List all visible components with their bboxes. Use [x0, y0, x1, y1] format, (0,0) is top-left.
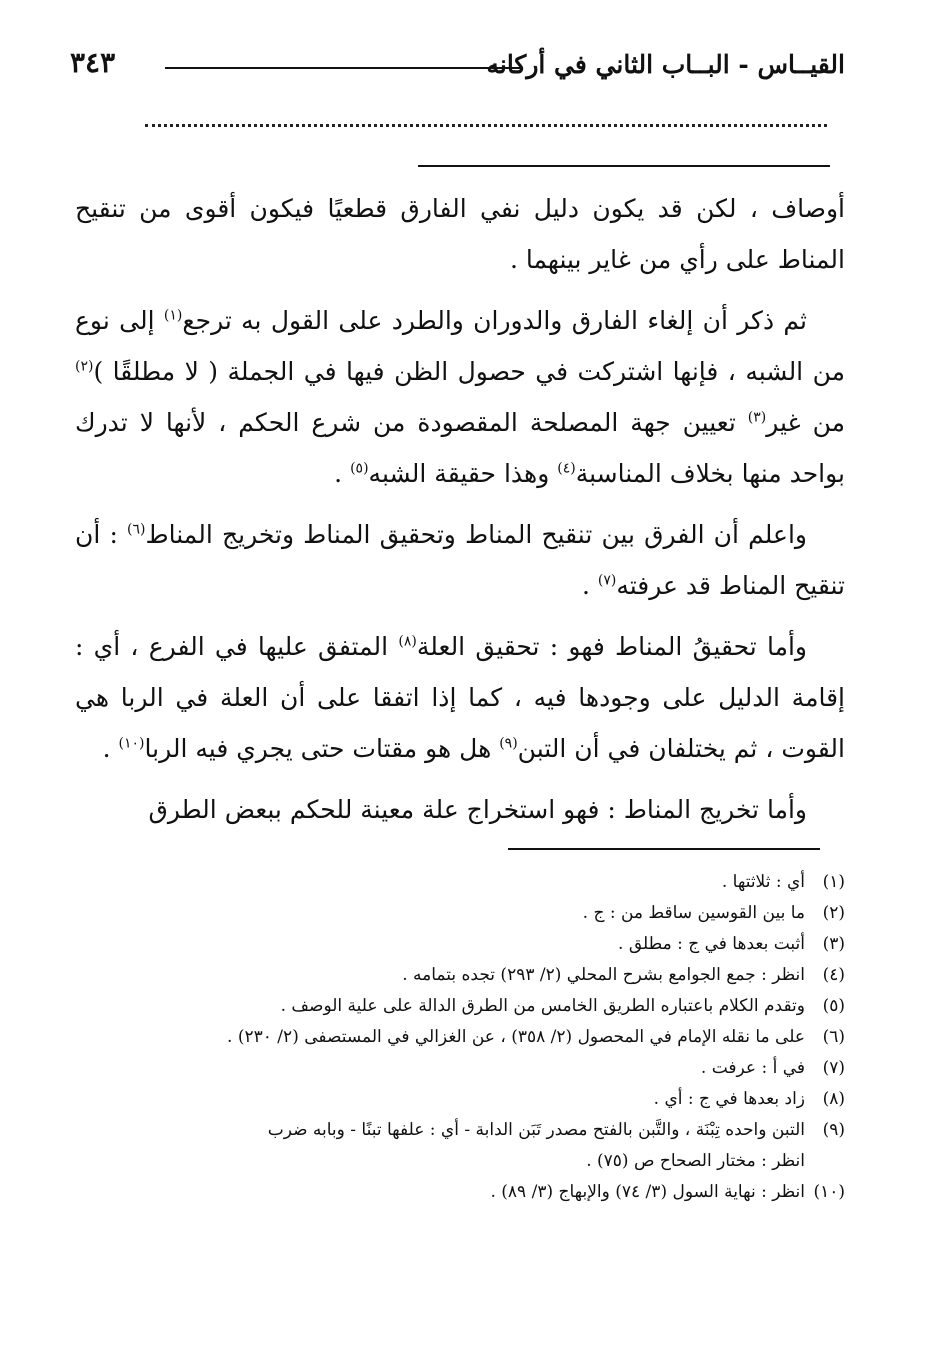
footnote-ref: (٢) — [75, 358, 94, 375]
footnote-item — [75, 1115, 845, 1177]
text-run: تعيين جهة المصلحة المقصودة من شرع الحكم ، لأنها لا تدرك بواحد منها بخلاف المناسبة — [75, 408, 845, 488]
footnote-text: وتقدم الكلام باعتباره الطريق الخامس من الطرق الدالة على علية الوصف . — [280, 996, 805, 1016]
footnote-text: أي : ثلاثتها . — [721, 872, 805, 892]
footnotes — [75, 867, 845, 1208]
footnote-number: (٦) — [822, 1027, 845, 1047]
paragraph-4 — [75, 621, 845, 774]
footnote-number: (٧) — [822, 1058, 845, 1078]
footnote-separator — [508, 848, 820, 850]
footnote-item — [75, 1177, 845, 1208]
footnote-number: (١٠) — [813, 1182, 845, 1202]
footnote-number: (١) — [822, 872, 845, 892]
footnote-number: (٣) — [822, 934, 845, 954]
text-run: وأما تحقيقُ المناط فهو : تحقيق العلة — [416, 632, 807, 661]
footnote-ref: (١) — [163, 307, 183, 324]
header-rule — [165, 67, 522, 69]
footnote-item — [75, 991, 845, 1022]
paragraph-5: وأما تخريج المناط : فهو استخراج علة معينة للحكم ببعض الطرق — [148, 795, 807, 824]
footnote-text: في أ : عرفت . — [700, 1058, 805, 1078]
text-run: : أن تنقيح المناط قد عرفته — [75, 520, 845, 600]
footnote-text: أثبت بعدها في ج : مطلق . — [618, 934, 805, 954]
footnote-item — [75, 960, 845, 991]
footnote-item — [75, 898, 845, 929]
footnote-number: (٩) — [822, 1120, 845, 1140]
footnote-text: ما بين القوسين ساقط من : ج . — [582, 903, 805, 923]
paragraph-3 — [75, 509, 845, 611]
footnote-number: (٤) — [822, 965, 845, 985]
page-number: ٣٤٣ — [70, 46, 116, 79]
text-run: وهذا حقيقة الشبه — [368, 459, 558, 488]
footnote-number: (٥) — [822, 996, 845, 1016]
text-run: . — [102, 734, 119, 763]
footnote-text: انظر : جمع الجوامع بشرح المحلي (٢/ ٢٩٣) تجده بتمامه . — [402, 965, 805, 985]
footnote-item — [75, 1022, 845, 1053]
footnote-ref: (٧) — [597, 572, 617, 589]
text-run: المتفق عليها في الفرع ، أي : إقامة الدليل على وجودها فيه ، كما إذا اتفقا على أن العلة في الربا هي القوت ، ثم يختلفان في أن التبن — [75, 632, 845, 763]
footnote-number: (٨) — [822, 1089, 845, 1109]
footnote-ref: (٩) — [499, 735, 518, 752]
footnote-text: التبن واحده تِبْنَة ، والتَّبن بالفتح مصدر تَبَن الدابة - أي : علفها تبنًا - وبابه ضرب — [267, 1120, 805, 1140]
footnote-item — [75, 867, 845, 898]
text-run: هل هو مقتات حتى يجري فيه الربا — [144, 734, 500, 763]
text-run: واعلم أن الفرق بين تنقيح المناط وتحقيق المناط وتخريج المناط — [145, 520, 807, 549]
running-header-title: القيــاس - البــاب الثاني في أركانه — [486, 50, 845, 79]
paragraph-2 — [75, 295, 845, 499]
footnote-ref: (٨) — [398, 633, 417, 650]
footnote-ref: (٥) — [350, 460, 369, 477]
footnote-ref: (٣) — [747, 409, 767, 426]
main-text — [75, 183, 845, 845]
dotted-separator — [145, 124, 827, 127]
text-run: . — [334, 459, 351, 488]
text-run: إلى نوع من الشبه ، فإنها اشتركت في حصول الظن فيها في الجملة ( لا مطلقًا ) — [75, 306, 845, 386]
footnote-ref: (١٠) — [118, 735, 145, 752]
footnote-number: (٢) — [822, 903, 845, 923]
section-rule — [418, 165, 830, 167]
footnote-ref: (٤) — [557, 460, 576, 477]
text-run: من غير — [766, 408, 845, 437]
footnote-text: انظر : نهاية السول (٣/ ٧٤) والإبهاج (٣/ ٨٩) . — [490, 1182, 805, 1202]
footnote-item — [75, 929, 845, 960]
footnote-text: على ما نقله الإمام في المحصول (٢/ ٣٥٨) ، عن الغزالي في المستصفى (٢/ ٢٣٠) . — [227, 1027, 805, 1047]
footnote-text: زاد بعدها في ج : أي . — [653, 1089, 805, 1109]
footnote-continuation: انظر : مختار الصحاح ص (٧٥) . — [586, 1151, 805, 1171]
text-run: ثم ذكر أن إلغاء الفارق والدوران والطرد على القول به ترجع — [182, 306, 807, 335]
paragraph-1: أوصاف ، لكن قد يكون دليل نفي الفارق قطعيًا فيكون أقوى من تنقيح المناط على رأي من غاير بينهما . — [75, 194, 845, 274]
footnote-ref: (٦) — [127, 521, 146, 538]
text-run: . — [581, 571, 598, 600]
footnote-item — [75, 1053, 845, 1084]
footnote-item — [75, 1084, 845, 1115]
